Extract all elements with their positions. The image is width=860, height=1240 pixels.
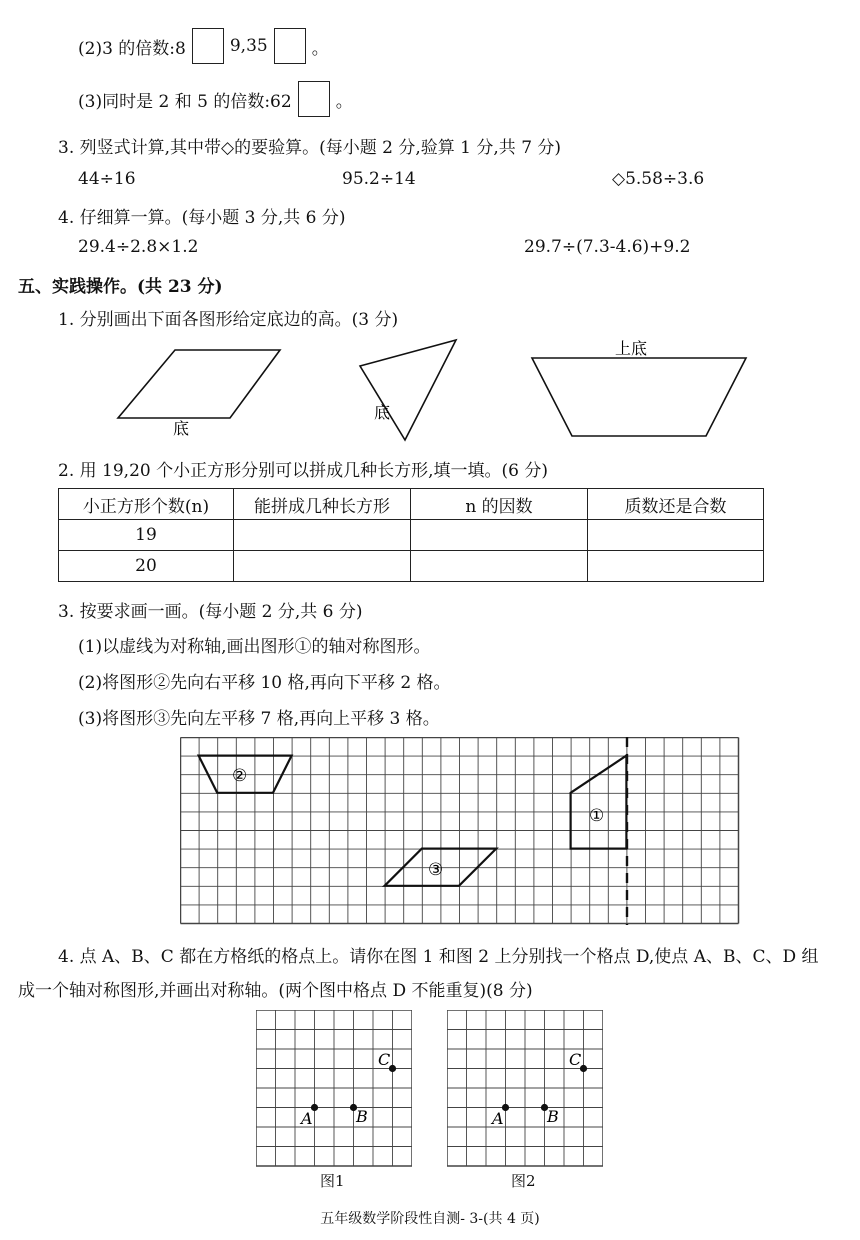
grid-lines xyxy=(181,738,739,924)
table-cell-answer[interactable] xyxy=(588,551,764,582)
triangle-shape xyxy=(360,340,456,440)
q3-title: 3. 列竖式计算,其中带◇的要验算。(每小题 2 分,验算 1 分,共 7 分) xyxy=(58,138,562,158)
table-header-row xyxy=(59,489,764,520)
answer-box-2[interactable] xyxy=(274,28,306,64)
page-footer: 五年级数学阶段性自测- 3-(共 4 页) xyxy=(320,1211,540,1227)
triangle-base-label: 底 xyxy=(374,403,391,422)
point-a-label: A xyxy=(301,1109,313,1128)
point-b-label: B xyxy=(547,1107,559,1126)
q2-sub2-mid: 9,35 xyxy=(229,36,268,56)
table-header-cell: 质数还是合数 xyxy=(588,489,764,520)
grid-lines xyxy=(447,1010,603,1166)
shape-2-label: ② xyxy=(232,766,248,786)
figure-1-caption: 图1 xyxy=(320,1172,345,1190)
q2-sub3-end: 。 xyxy=(335,91,353,112)
figure-2-caption: 图2 xyxy=(511,1172,536,1190)
table-cell: 19 xyxy=(59,520,234,551)
grid-lines xyxy=(256,1010,412,1166)
table-header-cell: 小正方形个数(n) xyxy=(59,489,234,520)
table-cell: 20 xyxy=(59,551,234,582)
factor-table xyxy=(58,488,764,582)
p2-title: 2. 用 19,20 个小正方形分别可以拼成几种长方形,填一填。(6 分) xyxy=(58,461,548,481)
table-cell-answer[interactable] xyxy=(234,551,411,582)
point-a-label: A xyxy=(492,1109,504,1128)
point-c-label: C xyxy=(569,1050,582,1069)
answer-box-1[interactable] xyxy=(192,28,224,64)
p3-item-2: (2)将图形②先向右平移 10 格,再向下平移 2 格。 xyxy=(78,673,451,693)
parallelogram-shape xyxy=(118,350,280,418)
q2-sub3-label: (3)同时是 2 和 5 的倍数:62 xyxy=(78,91,292,112)
p1-title: 1. 分别画出下面各图形给定底边的高。(3 分) xyxy=(58,310,399,330)
table-cell-answer[interactable] xyxy=(411,520,588,551)
q3-item-1: 44÷16 xyxy=(78,169,136,189)
p1-shapes xyxy=(0,330,860,450)
p4-line-2: 成一个轴对称图形,并画出对称轴。(两个图中格点 D 不能重复)(8 分) xyxy=(18,981,533,1001)
p3-title: 3. 按要求画一画。(每小题 2 分,共 6 分) xyxy=(58,602,363,622)
q2-sub2-line xyxy=(78,28,329,64)
q4-item-1: 29.4÷2.8×1.2 xyxy=(78,237,199,257)
p4-line-1: 4. 点 A、B、C 都在方格纸的格点上。请你在图 1 和图 2 上分别找一个格点 D,使点 A、B、C、D 组 xyxy=(58,947,819,967)
table-row xyxy=(59,520,764,551)
table-cell-answer[interactable] xyxy=(234,520,411,551)
q3-item-3: ◇5.58÷3.6 xyxy=(612,169,705,189)
transform-grid xyxy=(180,737,742,927)
q2-sub2-label: (2)3 的倍数:8 xyxy=(78,38,186,59)
shape-1-quadrilateral xyxy=(571,756,627,849)
table-header-cell: n 的因数 xyxy=(411,489,588,520)
trapezoid-top-label: 上底 xyxy=(615,339,648,358)
point-b-label: B xyxy=(356,1107,368,1126)
p3-item-1: (1)以虚线为对称轴,画出图形①的轴对称图形。 xyxy=(78,637,431,657)
shape-1-label: ① xyxy=(589,806,605,826)
q2-sub3-line xyxy=(78,81,353,117)
q4-title: 4. 仔细算一算。(每小题 3 分,共 6 分) xyxy=(58,208,346,228)
answer-box-3[interactable] xyxy=(298,81,330,117)
table-cell-answer[interactable] xyxy=(411,551,588,582)
table-header-cell: 能拼成几种长方形 xyxy=(234,489,411,520)
section5-title: 五、实践操作。(共 23 分) xyxy=(18,277,223,297)
shape-3-label: ③ xyxy=(428,860,444,880)
q2-sub2-end: 。 xyxy=(311,38,329,59)
point-c-label: C xyxy=(378,1050,391,1069)
p3-item-3: (3)将图形③先向左平移 7 格,再向上平移 3 格。 xyxy=(78,709,440,729)
table-cell-answer[interactable] xyxy=(588,520,764,551)
trapezoid-shape xyxy=(532,358,746,436)
q3-item-2: 95.2÷14 xyxy=(342,169,416,189)
parallelogram-base-label: 底 xyxy=(173,419,190,438)
table-row xyxy=(59,551,764,582)
q4-item-2: 29.7÷(7.3-4.6)+9.2 xyxy=(524,237,691,257)
figure-1-grid xyxy=(256,1010,412,1168)
figure-2-grid xyxy=(447,1010,603,1168)
